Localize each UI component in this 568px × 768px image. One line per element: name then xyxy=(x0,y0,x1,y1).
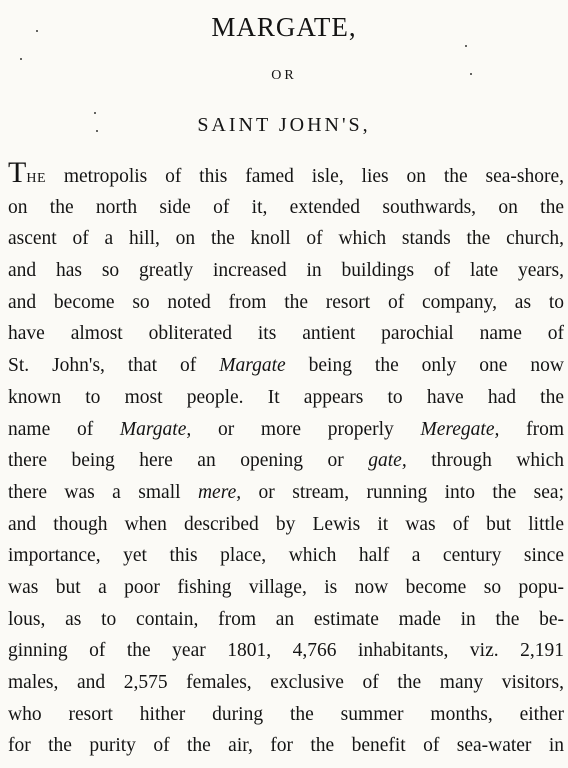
text-segment: or stream, running into the sea; xyxy=(241,481,564,503)
text-line xyxy=(8,477,564,509)
print-speck xyxy=(465,45,467,47)
text-line xyxy=(8,509,564,541)
text-line xyxy=(8,414,564,446)
text-segment: lous, as to contain, from an estimate made in the be- xyxy=(8,608,564,630)
print-speck xyxy=(470,73,472,75)
text-line xyxy=(8,223,564,255)
italic-text: mere, xyxy=(197,481,242,503)
italic-text: Meregate, xyxy=(420,418,500,440)
title-connector: OR xyxy=(271,68,297,83)
text-segment: there was a small xyxy=(8,481,198,503)
text-segment: or more properly xyxy=(191,418,421,440)
print-speck xyxy=(36,30,38,32)
print-speck xyxy=(20,58,22,60)
text-segment: known to most people. It appears to have had the xyxy=(8,386,564,408)
text-line xyxy=(8,730,564,762)
text-segment: ginning of the year 1801, 4,766 inhabitants, viz. 2,191 xyxy=(8,640,564,662)
text-segment: name of xyxy=(8,418,120,440)
text-segment: from xyxy=(499,418,565,440)
text-segment: and though when described by Lewis it was of but little xyxy=(8,513,564,535)
text-line xyxy=(8,287,564,319)
text-segment: through which xyxy=(406,450,564,472)
text-line xyxy=(8,382,564,414)
text-line xyxy=(8,192,564,224)
print-speck xyxy=(96,130,98,132)
text-line xyxy=(8,699,564,731)
text-segment: for the purity of the air, for the benefit of sea-water in xyxy=(8,735,564,757)
text-segment: have almost obliterated its antient parochial name of xyxy=(8,323,564,345)
drop-cap: T xyxy=(8,156,27,189)
italic-text: Margate xyxy=(219,355,286,377)
text-segment: metropolis of this famed isle, lies on the sea-shore, xyxy=(46,166,564,187)
body-text xyxy=(8,156,565,762)
print-speck xyxy=(94,112,96,114)
text-segment: who resort hither during the summer months, either xyxy=(8,703,564,725)
text-line xyxy=(8,255,564,287)
text-line xyxy=(8,572,564,604)
text-line xyxy=(8,604,564,636)
italic-text: Margate, xyxy=(119,418,192,440)
text-segment: St. John's, that of xyxy=(8,355,220,377)
text-segment: was but a poor fishing village, is now become so popu- xyxy=(8,576,564,598)
text-segment: there being here an opening or xyxy=(8,450,369,472)
text-segment: males, and 2,575 females, exclusive of the many visitors, xyxy=(8,672,564,693)
text-segment: and has so greatly increased in buildings of late years, xyxy=(8,260,564,282)
text-line xyxy=(8,667,564,699)
italic-text: gate, xyxy=(368,450,407,472)
text-line xyxy=(8,635,564,667)
text-segment: ascent of a hill, on the knoll of which stands the church, xyxy=(8,228,564,250)
text-segment: on the north side of it, extended southwards, on the xyxy=(8,196,564,218)
page-title: MARGATE, xyxy=(211,12,357,42)
text-segment: and become so noted from the resort of company, as to xyxy=(8,291,564,313)
text-line xyxy=(8,540,564,572)
small-caps-text: HE xyxy=(26,171,46,186)
text-line xyxy=(8,350,564,382)
text-segment: importance, yet this place, which half a century since xyxy=(8,545,564,567)
page-subtitle: SAINT JOHN'S, xyxy=(197,114,371,136)
text-line xyxy=(8,318,564,350)
text-line xyxy=(8,156,564,192)
text-segment: being the only one now xyxy=(285,355,564,377)
text-line xyxy=(8,445,564,477)
